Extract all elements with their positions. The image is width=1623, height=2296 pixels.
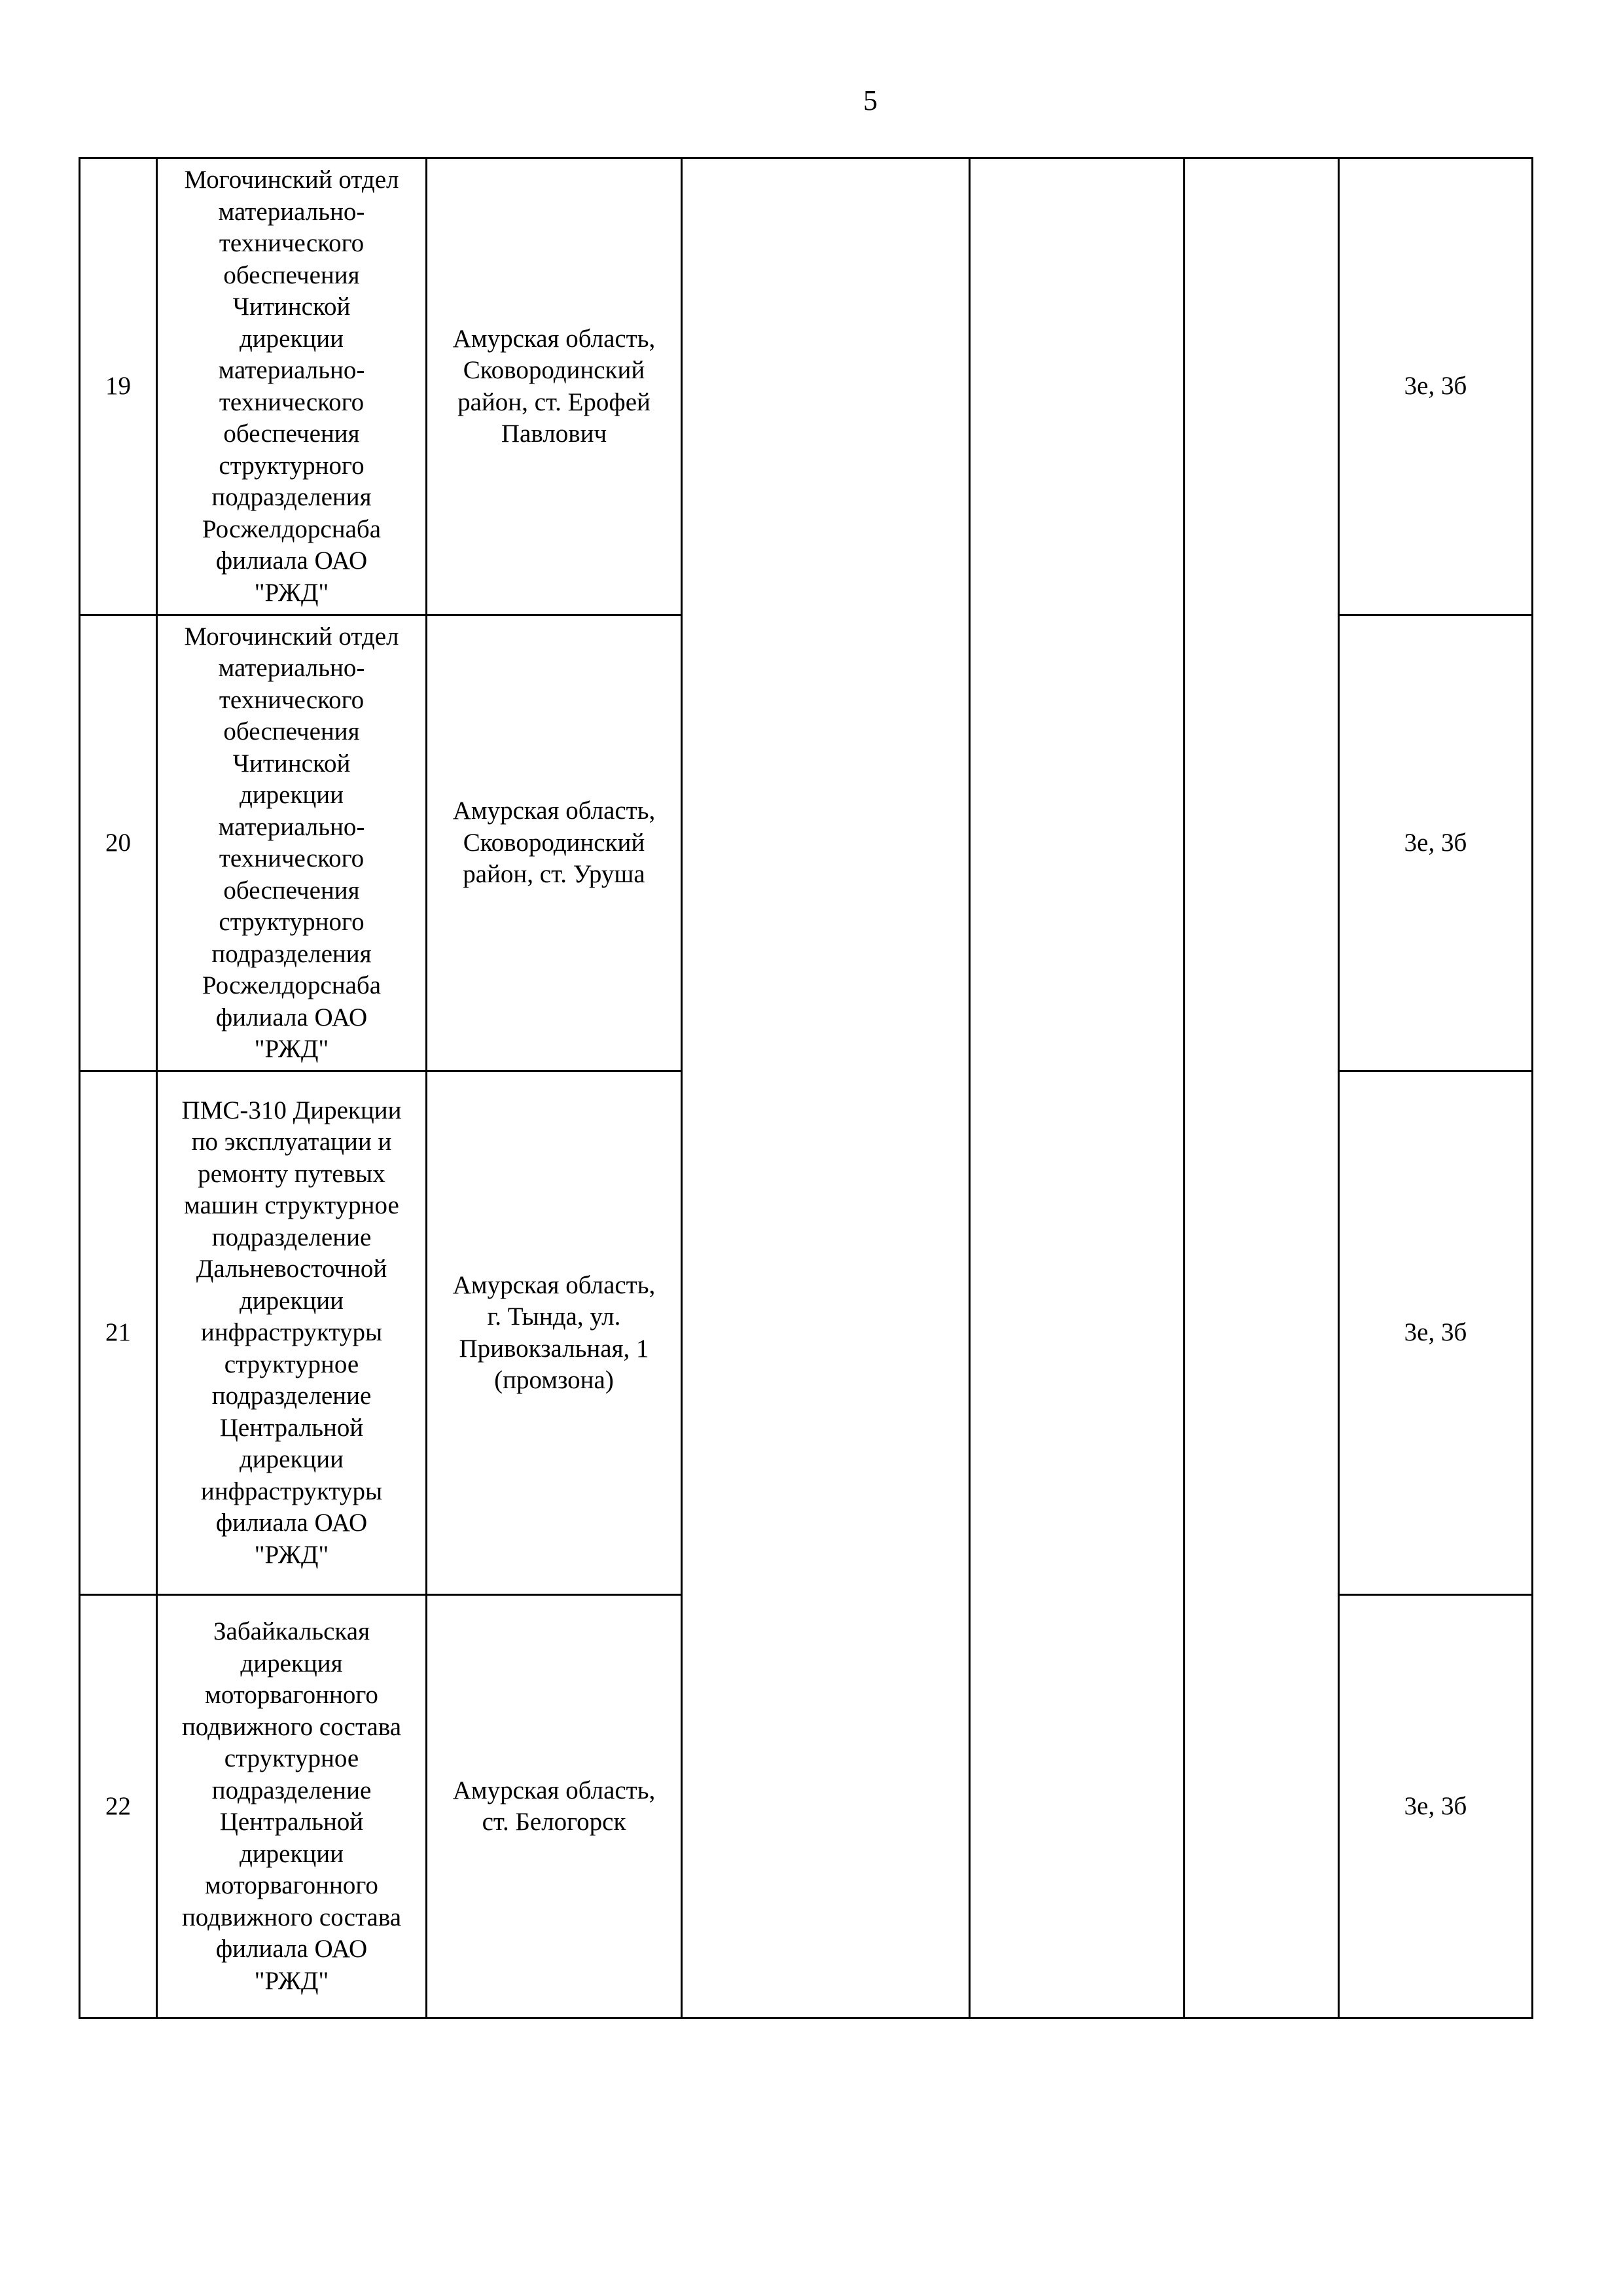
org-line: обеспечения [223,420,360,448]
org-line: "РЖД" [254,578,329,607]
org-line: ремонту путевых [198,1159,385,1188]
org-line: "РЖД" [254,1540,329,1569]
organization-cell [157,158,427,615]
org-line: материально- [218,812,365,841]
org-line: по эксплуатации и [191,1128,392,1157]
code-value: 3е, 3б [1404,1791,1467,1820]
address-line: Амурская область, [452,324,656,353]
code-cell [1339,158,1533,615]
org-line: Центральной [219,1808,364,1836]
org-line: технического [219,844,365,872]
org-line: технического [219,387,365,416]
org-line: структурное [224,1350,359,1378]
address-line: г. Тында, ул. [487,1302,621,1331]
org-line: ПМС-310 Дирекции [181,1096,402,1124]
org-line: Росжелдорснаба [202,514,382,543]
org-line: подвижного состава [181,1903,402,1931]
org-line: филиала ОАО [215,1003,368,1031]
org-line: филиала ОАО [215,1935,368,1963]
row-number: 22 [105,1791,131,1820]
org-line: инфраструктуры [200,1318,383,1347]
org-line: подразделения [211,939,372,968]
org-line: Могочинский отдел [184,622,399,651]
org-line: дирекция [240,1649,343,1677]
org-line: Могочинский отдел [184,166,399,194]
address-line: Сковородинский [463,356,645,384]
org-line: Дальневосточной [196,1255,387,1283]
org-line: "РЖД" [254,1035,329,1063]
org-line: дирекции [239,324,344,353]
org-line: дирекции [239,1286,344,1315]
code-value: 3е, 3б [1404,372,1467,401]
org-line: филиала ОАО [215,1509,368,1537]
row-number-cell [80,1071,157,1595]
code-cell [1339,1071,1533,1595]
address-line: Привокзальная, 1 [459,1334,649,1363]
address-line: Амурская область, [452,797,656,825]
org-line: Читинской [232,749,351,778]
organization-cell [157,1595,427,2018]
row-number-cell [80,1595,157,2018]
row-number: 19 [105,372,131,401]
organization-cell [157,615,427,1071]
org-line: дирекции [239,1839,344,1868]
org-line: структурного [219,908,365,936]
org-line: Забайкальская [213,1617,370,1645]
code-value: 3е, 3б [1404,1318,1467,1347]
org-line: филиала ОАО [215,547,368,575]
empty-merged-cell [1185,158,1339,2018]
org-line: обеспечения [223,876,360,905]
address-line: Амурская область, [452,1270,656,1299]
org-line: инфраструктуры [200,1477,383,1505]
org-line: подвижного состава [181,1712,402,1741]
code-cell [1339,615,1533,1071]
empty-merged-cell [970,158,1185,2018]
org-line: дирекции [239,1445,344,1474]
org-line: обеспечения [223,260,360,289]
address-cell [427,158,682,615]
org-line: машин структурное [184,1191,399,1220]
org-line: материально- [218,197,365,226]
address-cell [427,1071,682,1595]
org-line: технического [219,685,365,714]
address-line: Сковородинский [463,828,645,857]
address-line: Амурская область, [452,1776,656,1804]
address-line: район, ст. Ерофей [457,387,651,416]
org-line: структурного [219,451,365,480]
empty-merged-cell [682,158,970,2018]
page-number: 5 [863,84,878,117]
org-line: дирекции [239,781,344,809]
organization-cell [157,1071,427,1595]
row-number-cell [80,615,157,1071]
code-cell [1339,1595,1533,2018]
table-row [80,158,1533,615]
address-line: Павлович [501,420,607,448]
org-line: моторвагонного [205,1871,378,1899]
org-line: подразделение [211,1382,372,1410]
org-line: подразделение [211,1776,372,1804]
row-number: 20 [105,828,131,857]
address-line: район, ст. Уруша [463,860,645,889]
org-line: подразделение [211,1223,372,1251]
row-number: 21 [105,1318,131,1347]
org-line: обеспечения [223,717,360,745]
org-line: моторвагонного [205,1681,378,1709]
org-line: технического [219,229,365,257]
address-cell [427,615,682,1071]
address-line: (промзона) [494,1366,614,1394]
org-line: подразделения [211,483,372,511]
org-line: Росжелдорснаба [202,971,382,999]
address-cell [427,1595,682,2018]
org-line: структурное [224,1744,359,1772]
org-line: "РЖД" [254,1966,329,1995]
objects-table [79,157,1533,2019]
org-line: материально- [218,356,365,384]
row-number-cell [80,158,157,615]
address-line: ст. Белогорск [482,1808,626,1836]
org-line: материально- [218,654,365,682]
org-line: Центральной [219,1413,364,1442]
code-value: 3е, 3б [1404,828,1467,857]
org-line: Читинской [232,293,351,321]
